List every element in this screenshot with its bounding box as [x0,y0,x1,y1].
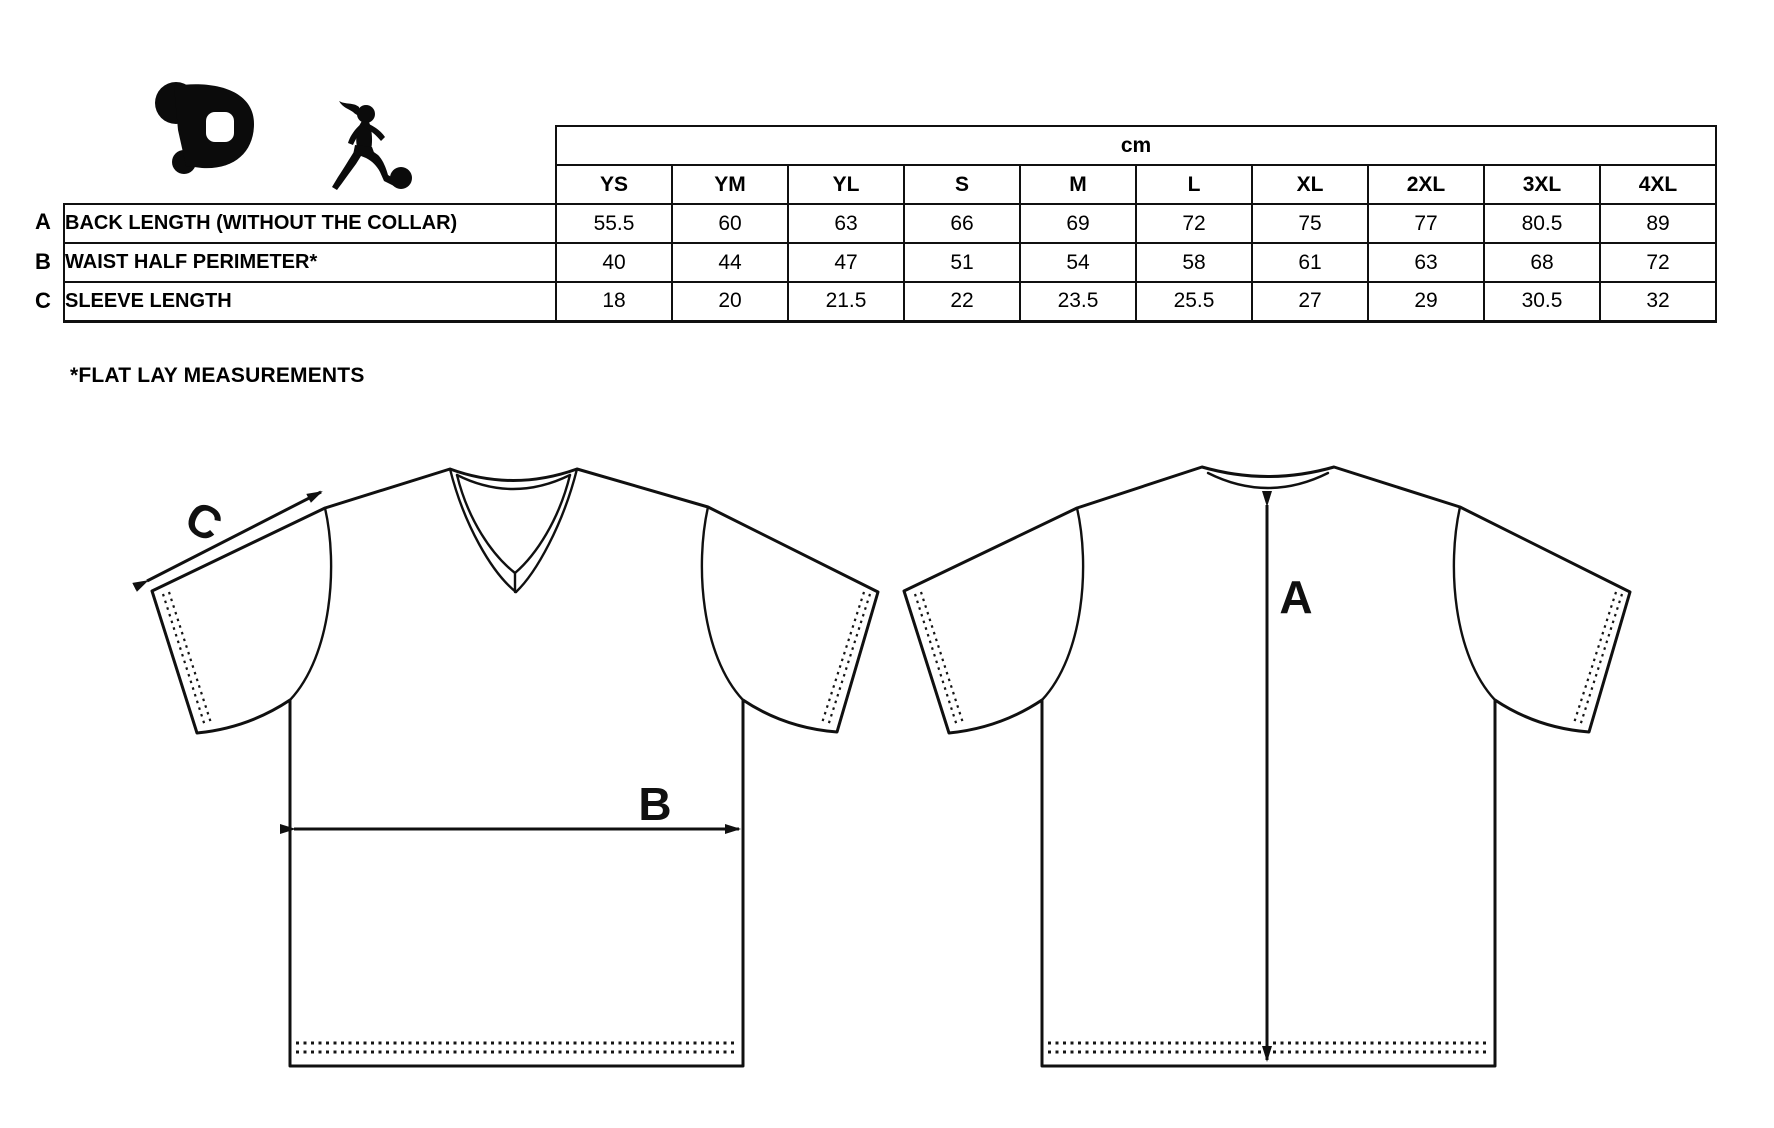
size-col-xl: XL [1252,165,1368,204]
table-top-left-spacer [64,126,556,165]
cell-b-m: 54 [1020,243,1136,282]
unit-header-cell: cm [556,126,1716,165]
cell-a-ym: 60 [672,204,788,243]
cell-b-4xl: 72 [1600,243,1716,282]
row-label-waist: WAIST HALF PERIMETER* [64,243,556,282]
size-col-3xl: 3XL [1484,165,1600,204]
cell-c-ys: 18 [556,282,672,321]
back-shirt-diagram [890,428,1680,1078]
cell-a-2xl: 77 [1368,204,1484,243]
player-head [357,105,375,123]
cell-b-s: 51 [904,243,1020,282]
size-col-m: M [1020,165,1136,204]
flat-lay-footnote: *FLAT LAY MEASUREMENTS [70,364,365,387]
cell-c-m: 23.5 [1020,282,1136,321]
size-col-yl: YL [788,165,904,204]
cell-c-l: 25.5 [1136,282,1252,321]
cell-b-xl: 61 [1252,243,1368,282]
player-ponytail [339,101,359,116]
cell-c-ym: 20 [672,282,788,321]
size-col-ys: YS [556,165,672,204]
cell-a-3xl: 80.5 [1484,204,1600,243]
back-length-measure-label-a: A [1279,571,1313,623]
cell-b-ys: 40 [556,243,672,282]
table-row-letter-c: C [35,288,51,313]
table-row-waist [64,243,1716,282]
size-col-4xl: 4XL [1600,165,1716,204]
front-shirt-diagram [120,428,910,1078]
cell-c-xl: 27 [1252,282,1368,321]
cell-b-l: 58 [1136,243,1252,282]
cell-b-3xl: 68 [1484,243,1600,282]
cell-a-s: 66 [904,204,1020,243]
size-col-2xl: 2XL [1368,165,1484,204]
cell-c-3xl: 30.5 [1484,282,1600,321]
table-size-row-spacer [64,165,556,204]
size-col-ym: YM [672,165,788,204]
size-table [63,125,1717,323]
waist-measure-label-b: B [638,778,672,830]
size-col-s: S [904,165,1020,204]
cell-c-2xl: 29 [1368,282,1484,321]
cell-b-yl: 47 [788,243,904,282]
cell-c-s: 22 [904,282,1020,321]
cell-c-4xl: 32 [1600,282,1716,321]
size-col-l: L [1136,165,1252,204]
table-row-back-length [64,204,1716,243]
cell-a-4xl: 89 [1600,204,1716,243]
cell-b-2xl: 63 [1368,243,1484,282]
cell-c-yl: 21.5 [788,282,904,321]
sleeve-measure-label-c: C [177,490,231,552]
cell-a-xl: 75 [1252,204,1368,243]
table-row-sleeve [64,282,1716,321]
cell-b-ym: 44 [672,243,788,282]
front-shirt-outline [152,469,878,1066]
row-label-back-length: BACK LENGTH (WITHOUT THE COLLAR) [64,204,556,243]
cell-a-yl: 63 [788,204,904,243]
cell-a-m: 69 [1020,204,1136,243]
row-label-sleeve: SLEEVE LENGTH [64,282,556,321]
table-row-letter-b: B [35,249,51,274]
cell-a-ys: 55.5 [556,204,672,243]
cell-a-l: 72 [1136,204,1252,243]
table-row-letter-a: A [35,209,51,234]
